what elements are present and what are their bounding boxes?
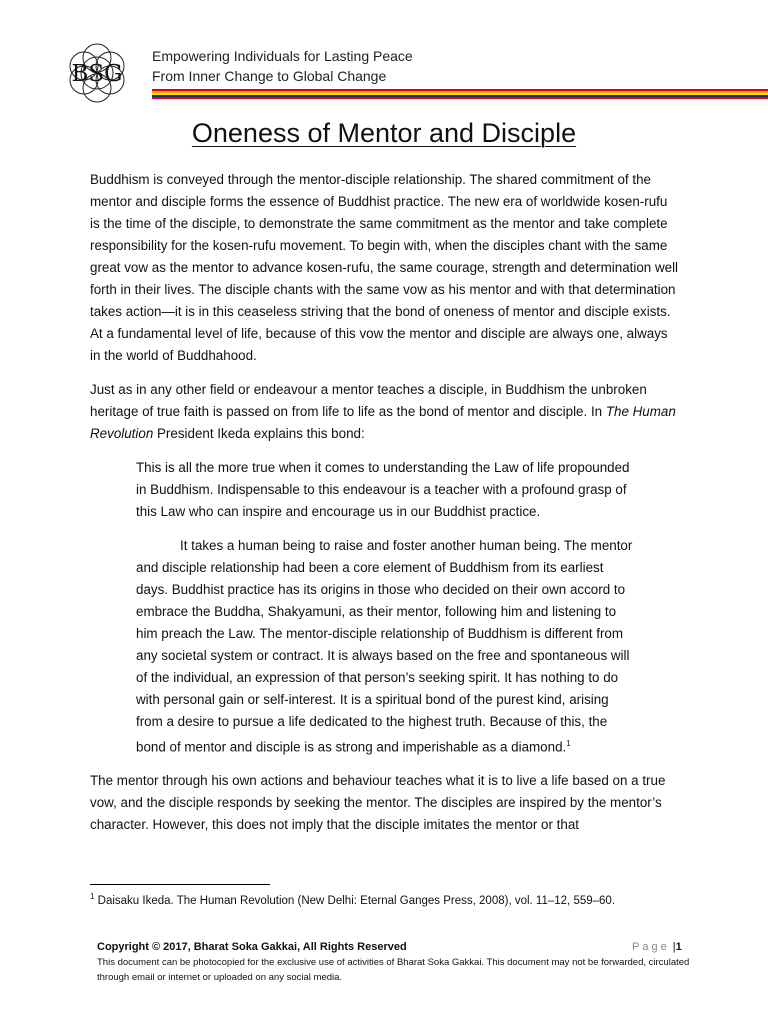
block-quote: [136, 457, 636, 758]
footnote: [90, 892, 615, 907]
footnote-text: Daisaku Ikeda. The Human Revolution (New Delhi: Eternal Ganges Press, 2008), vol. 11–12, 559–60.: [94, 894, 616, 907]
page-number-value: 1: [675, 941, 682, 953]
footnote-marker: 1: [90, 892, 95, 901]
footnote-divider: [90, 884, 270, 885]
page-separator: |: [672, 941, 676, 953]
page-label: Page: [632, 941, 670, 953]
document-body: [90, 169, 680, 848]
copyright-notice: Copyright © 2017, Bharat Soka Gakkai, All Rights Reserved: [97, 941, 407, 953]
book-title: The Human Revolution: [90, 404, 676, 441]
tagline-line-1: Empowering Individuals for Lasting Peace: [152, 48, 413, 64]
header-color-stripes: [152, 89, 768, 101]
paragraph-2: [90, 379, 680, 445]
document-footer: [97, 941, 697, 985]
paragraph-1: Buddhism is conveyed through the mentor-disciple relationship. The shared commitment of the mentor and disciple forms the essence of Buddhist practice. The new era of worldwide kosen-rufu is the time of the disciple, to demonstrate the same commitment as the mentor and take complete responsibility for the kosen-rufu movement. To begin with, when the disciples chant with the same great vow as the mentor to advance kosen-rufu, the same courage, strength and determination well forth in their lives. The disciple chants with the same vow as his mentor and with that determination takes action—it is in this ceaseless striving that the bond of oneness of mentor and disciple exists. At a fundamental level of life, because of this vow the mentor and disciple are always one, always in the world of Buddhahood.: [90, 172, 679, 363]
page-number: [632, 941, 682, 953]
tagline: [152, 46, 413, 86]
quote-paragraph-2-text: It takes a human being to raise and foster another human being. The mentor and disciple relationship had been a core element of Buddhism from its earliest days. Buddhist practice has its origins in those who decided on their own accord to embrace the Buddha, Shakyamuni, as their mentor, following him and listening to him preach the Law. The mentor-disciple relationship of Buddhism is different from any societal system or contract. It is always based on the free and spontaneous will of the individual, an expression of that person’s seeking spirit. It has nothing to do with personal gain or self-interest. It is a spiritual bond of the purest kind, arising from a desire to pursue a life dedicated to the highest truth. Because of this, the bond of mentor and disciple is as strong and imperishable as a diamond.: [136, 538, 633, 755]
tagline-line-2: From Inner Change to Global Change: [152, 68, 387, 84]
usage-note: This document can be photocopied for the exclusive use of activities of Bharat Soka Gakkai. This document may not be forwarded, circulated through email or internet or uploaded on any social media.: [97, 957, 690, 983]
footnote-reference: 1: [566, 739, 571, 748]
paragraph-2-end: President Ikeda explains this bond:: [153, 426, 365, 441]
quote-paragraph-2: [136, 535, 636, 758]
document-header: [0, 0, 768, 110]
stripe-red-bottom: [152, 97, 768, 99]
paragraph-3: The mentor through his own actions and behaviour teaches what it is to live a life based on a true vow, and the disciple responds by seeking the mentor. The disciples are inspired by the mentor’s character. However, this does not imply that the disciple imitates the mentor or that: [90, 773, 666, 833]
page-title: Oneness of Mentor and Disciple: [191, 118, 577, 148]
quote-paragraph-1: This is all the more true when it comes to understanding the Law of life propounded in Buddhism. Indispensable to this endeavour is a teacher with a profound grasp of this Law who can inspire and encourage us in our Buddhist practice.: [136, 460, 630, 519]
paragraph-2-start: Just as in any other field or endeavour a mentor teaches a disciple, in Buddhism the unbroken heritage of true faith is passed on from life to life as the bond of mentor and disciple. In: [90, 382, 647, 419]
logo-text: BSG: [71, 61, 123, 87]
bsg-logo: [62, 40, 132, 104]
